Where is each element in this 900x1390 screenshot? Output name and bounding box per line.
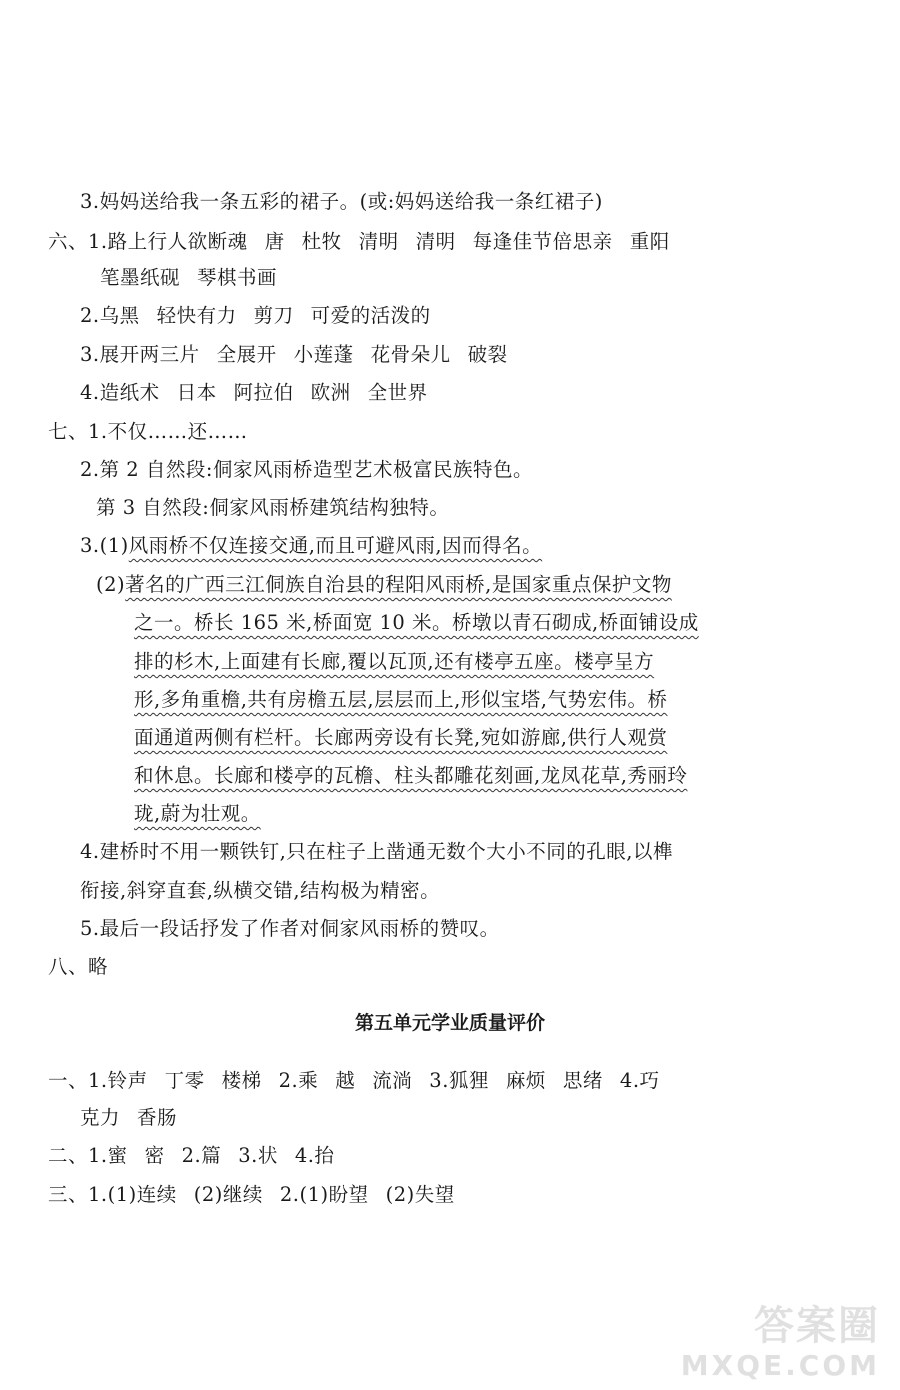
watermark-top: 答案圈 — [754, 1303, 880, 1349]
answer-line-two: 二、1.蜜 密 2.篇 3.状 4.抬 — [48, 1144, 335, 1167]
answer-line-six: 六、1.路上行人欲断魂 唐 杜牧 清明 清明 每逢佳节倍思亲 重阳 — [48, 230, 670, 253]
watermark-logo — [680, 1292, 886, 1382]
watermark-bottom: MXQE.COM — [680, 1349, 880, 1382]
answer-line: 3.展开两三片 全展开 小莲蓬 花骨朵儿 破裂 — [80, 343, 508, 366]
answer-line-underlined: 和休息。长廊和楼亭的瓦檐、柱头都雕花刻画,龙凤花草,秀丽玲 — [134, 764, 688, 787]
answer-line-underlined: (2)著名的广西三江侗族自治县的程阳风雨桥,是国家重点保护文物 — [96, 573, 672, 596]
answer-line-seven: 七、1.不仅……还…… — [48, 420, 248, 443]
answer-line: 5.最后一段话抒发了作者对侗家风雨桥的赞叹。 — [80, 917, 500, 940]
answer-line: 4.造纸术 日本 阿拉伯 欧洲 全世界 — [80, 381, 428, 404]
answer-line: 第 3 自然段:侗家风雨桥建筑结构独特。 — [96, 496, 450, 519]
answer-line: 2.乌黑 轻快有力 剪刀 可爱的活泼的 — [80, 304, 431, 327]
answer-line-underlined: 之一。桥长 165 米,桥面宽 10 米。桥墩以青石砌成,桥面铺设成 — [134, 611, 699, 634]
answer-line-eight: 八、略 — [48, 955, 109, 978]
answer-line: 笔墨纸砚 琴棋书画 — [100, 266, 278, 289]
answer-line: 衔接,斜穿直套,纵横交错,结构极为精密。 — [80, 879, 441, 902]
answer-line: 2.第 2 自然段:侗家风雨桥造型艺术极富民族特色。 — [80, 458, 533, 481]
answer-line-underlined: 3.(1)风雨桥不仅连接交通,而且可避风雨,因而得名。 — [80, 534, 543, 557]
answer-line-three: 三、1.(1)连续 (2)继续 2.(1)盼望 (2)失望 — [48, 1183, 455, 1206]
answer-line-underlined: 珑,蔚为壮观。 — [134, 802, 261, 825]
answer-line: 克力 香肠 — [80, 1106, 178, 1129]
section-title: 第五单元学业质量评价 — [354, 1012, 545, 1034]
answer-line-underlined: 面通道两侧有栏杆。长廊两旁设有长凳,宛如游廊,供行人观赏 — [134, 726, 668, 749]
answer-line: 3.妈妈送给我一条五彩的裙子。(或:妈妈送给我一条红裙子) — [80, 190, 603, 213]
answer-line-underlined: 形,多角重檐,共有房檐五层,层层而上,形似宝塔,气势宏伟。桥 — [134, 688, 668, 711]
answer-line: 4.建桥时不用一颗铁钉,只在柱子上凿通无数个大小不同的孔眼,以榫 — [80, 840, 674, 863]
answer-line-one: 一、1.铃声 丁零 楼梯 2.乘 越 流淌 3.狐狸 麻烦 思绪 4.巧 — [48, 1069, 660, 1092]
answer-line-underlined: 排的杉木,上面建有长廊,覆以瓦顶,还有楼亭五座。楼亭呈方 — [134, 650, 655, 673]
